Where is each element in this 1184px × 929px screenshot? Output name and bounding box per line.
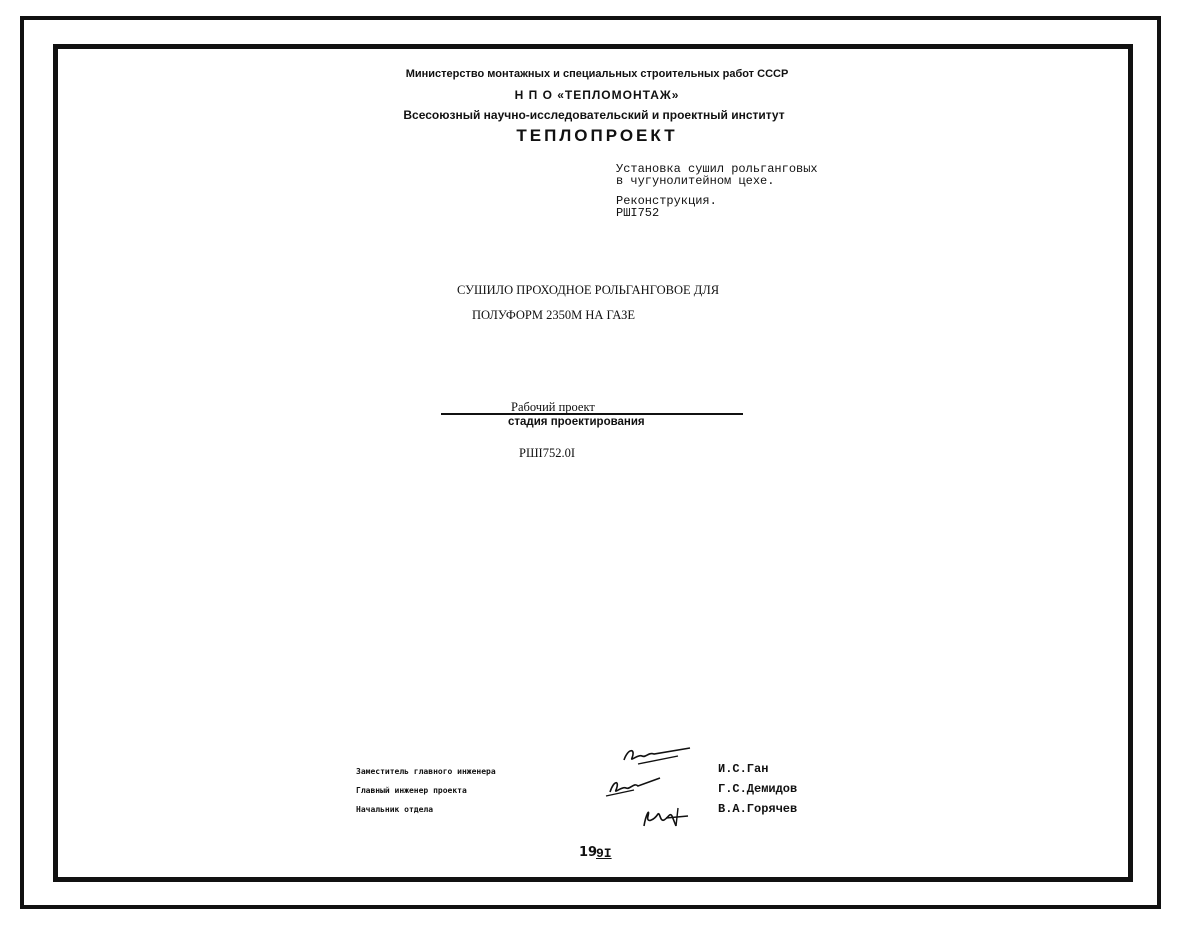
handwritten-signature-1 xyxy=(618,744,698,768)
document-title-line-1: СУШИЛО ПРОХОДНОЕ РОЛЬГАНГОВОЕ ДЛЯ xyxy=(457,283,720,297)
document-title-line-2: ПОЛУФОРМ 2350М НА ГАЗЕ xyxy=(472,308,635,322)
project-code: РШI752 xyxy=(616,206,660,220)
stage-divider xyxy=(441,413,743,415)
signature-name-2: Г.С.Демидов xyxy=(718,782,798,796)
signature-name-1: И.С.Ган xyxy=(718,762,769,776)
inner-border xyxy=(53,44,1133,882)
year-prefix: 19 xyxy=(579,845,598,860)
handwritten-signature-3 xyxy=(636,804,692,830)
institute-name: ТЕПЛОПРОЕКТ xyxy=(516,126,678,145)
npo-line: Н П О «ТЕПЛОМОНТАЖ» xyxy=(514,88,680,102)
signature-role-1: Заместитель главного инженера xyxy=(356,767,496,776)
document-code: РШI752.0I xyxy=(519,446,576,460)
stage-label: стадия проектирования xyxy=(508,416,645,428)
institute-line: Всесоюзный научно-исследовательский и проектный институт xyxy=(403,108,785,122)
work-project-label: Рабочий проект xyxy=(511,400,595,414)
signature-role-3: Начальник отдела xyxy=(356,805,434,814)
ministry-line: Министерство монтажных и специальных строительных работ СССР xyxy=(405,68,789,80)
project-line-3: Реконструкция. xyxy=(616,194,717,208)
signature-role-2: Главный инженер проекта xyxy=(356,786,467,795)
project-line-2: в чугунолитейном цехе. xyxy=(616,174,775,188)
project-line-1: Установка сушил рольганговых xyxy=(616,162,818,176)
year-suffix: 9I xyxy=(596,846,612,861)
signature-name-3: В.А.Горячев xyxy=(718,802,798,816)
handwritten-signature-2 xyxy=(604,772,664,800)
